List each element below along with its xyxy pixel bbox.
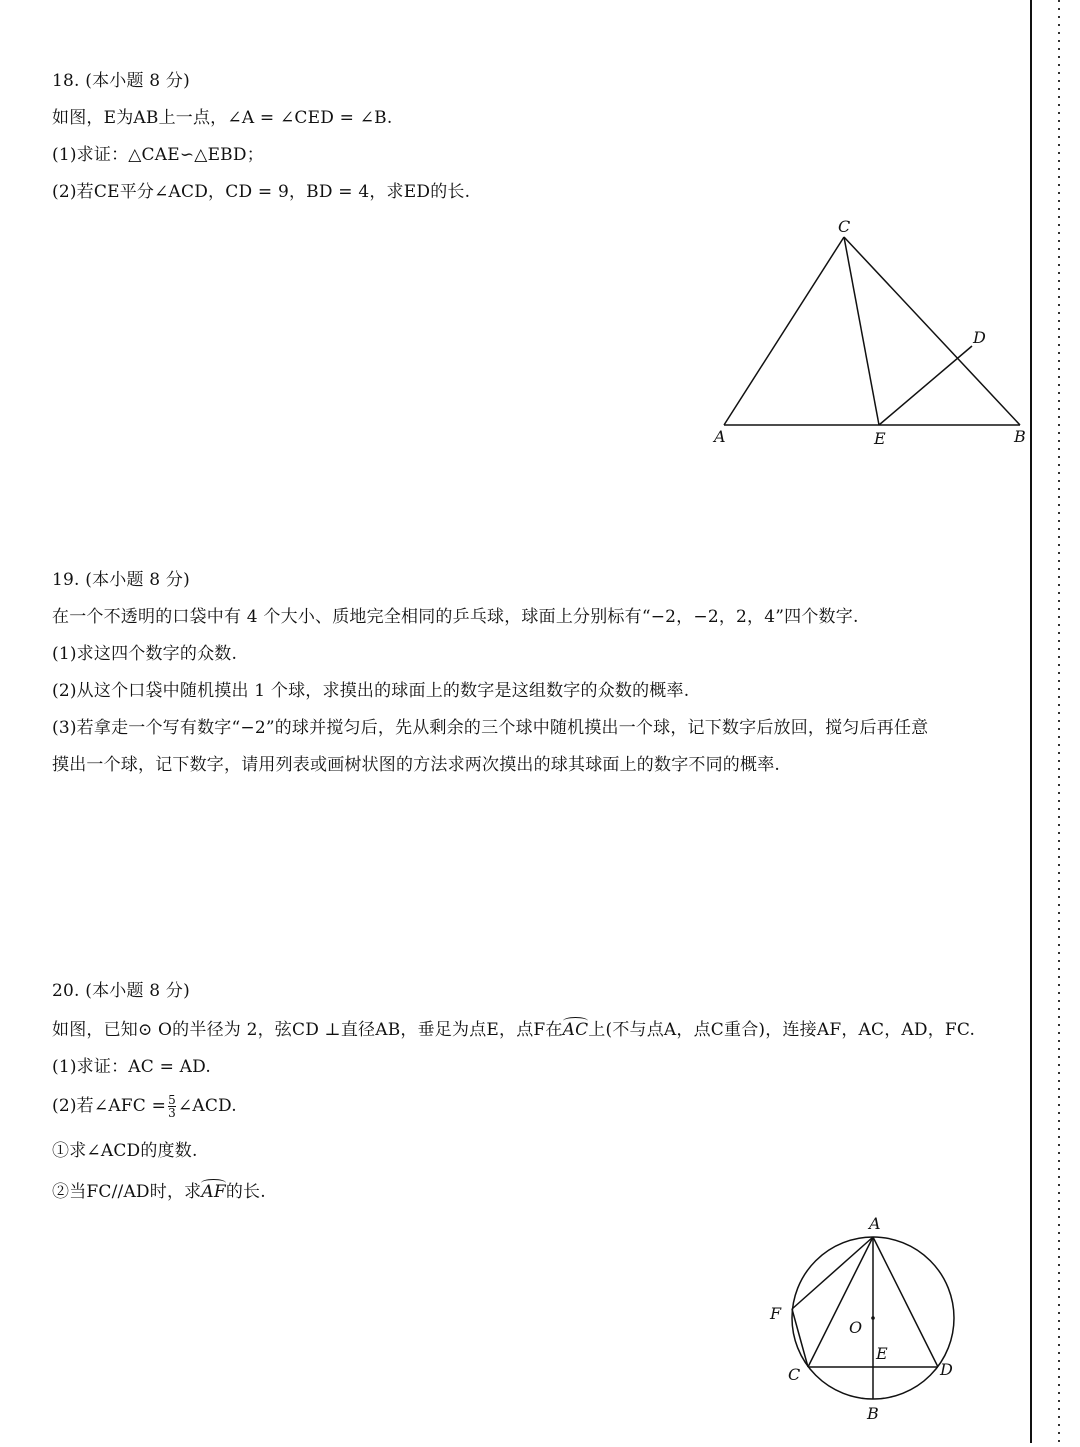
fraction-numerator: 5 bbox=[168, 1093, 176, 1107]
label-e: E bbox=[876, 1344, 888, 1363]
label-a: A bbox=[714, 427, 726, 446]
arc-af: AF bbox=[201, 1182, 226, 1202]
q20-circle-figure bbox=[760, 1205, 970, 1425]
label-f: F bbox=[770, 1304, 782, 1323]
binding-dotted-line bbox=[1054, 0, 1064, 1443]
label-o: O bbox=[849, 1318, 863, 1337]
fraction-five-thirds bbox=[168, 1094, 176, 1119]
q19-part1: (1)求这四个数字的众数. bbox=[52, 644, 238, 664]
q20-sub2-b: 的长. bbox=[225, 1182, 266, 1202]
q19-heading: 19. (本小题 8 分) bbox=[52, 570, 190, 590]
binding-margin bbox=[1030, 0, 1080, 1443]
q18-part1: (1)求证：△CAE∽△EBD； bbox=[52, 145, 264, 165]
segment-ac bbox=[808, 1237, 873, 1367]
q18-triangle-figure bbox=[700, 210, 1040, 455]
dotted-line-svg bbox=[1054, 0, 1064, 1443]
q20-part2-a: (2)若∠AFC = bbox=[52, 1096, 167, 1116]
segment-ce bbox=[844, 237, 879, 425]
fraction-denominator: 3 bbox=[168, 1106, 176, 1120]
label-b: B bbox=[1014, 427, 1026, 446]
q18-heading: 18. (本小题 8 分) bbox=[52, 71, 190, 91]
q19-part3: (3)若拿走一个写有数字“−2”的球并搅匀后，先从剩余的三个球中随机摸出一个球，记下数字后放回，搅匀后再任意 bbox=[52, 718, 929, 738]
q20-part2 bbox=[52, 1091, 237, 1119]
q20-heading: 20. (本小题 8 分) bbox=[52, 981, 190, 1001]
q20-sub2-a: ②当FC//AD时，求 bbox=[52, 1182, 202, 1202]
label-c: C bbox=[838, 217, 851, 236]
arc-ac: AC bbox=[562, 1020, 589, 1040]
q18-part2: (2)若CE平分∠ACD，CD = 9，BD = 4，求ED的长. bbox=[52, 182, 471, 202]
q18-statement: 如图，E为AB上一点，∠A = ∠CED = ∠B. bbox=[52, 108, 393, 128]
label-c: C bbox=[788, 1365, 801, 1384]
center-point-o bbox=[871, 1316, 875, 1320]
segment-ed bbox=[879, 346, 972, 425]
label-b: B bbox=[867, 1404, 879, 1423]
label-d: D bbox=[973, 328, 986, 347]
q20-sub2 bbox=[52, 1177, 266, 1202]
q20-sub1: ①求∠ACD的度数. bbox=[52, 1141, 198, 1161]
q19-part3-cont: 摸出一个球，记下数字，请用列表或画树状图的方法求两次摸出的球其球面上的数字不同的概率. bbox=[52, 755, 781, 775]
q20-part1: (1)求证：AC = AD. bbox=[52, 1057, 211, 1077]
q20-statement bbox=[52, 1015, 975, 1040]
binding-line bbox=[1030, 0, 1032, 1443]
q20-statement-a: 如图，已知⊙ O的半径为 2，弦CD ⊥直径AB，垂足为点E，点F在 bbox=[52, 1020, 563, 1040]
q19-part2: (2)从这个口袋中随机摸出 1 个球，求摸出的球面上的数字是这组数字的众数的概率. bbox=[52, 681, 690, 701]
label-a: A bbox=[869, 1214, 881, 1233]
segment-cb bbox=[844, 237, 1020, 425]
q19-statement: 在一个不透明的口袋中有 4 个大小、质地完全相同的乒乓球，球面上分别标有“−2，−2，2，4”四个数字. bbox=[52, 607, 859, 627]
q20-statement-b: 上(不与点A，点C重合)，连接AF，AC，AD，FC. bbox=[588, 1020, 976, 1040]
label-e: E bbox=[874, 429, 886, 448]
segment-ac bbox=[724, 237, 844, 425]
label-d: D bbox=[940, 1360, 953, 1379]
q20-part2-b: ∠ACD. bbox=[177, 1096, 237, 1116]
